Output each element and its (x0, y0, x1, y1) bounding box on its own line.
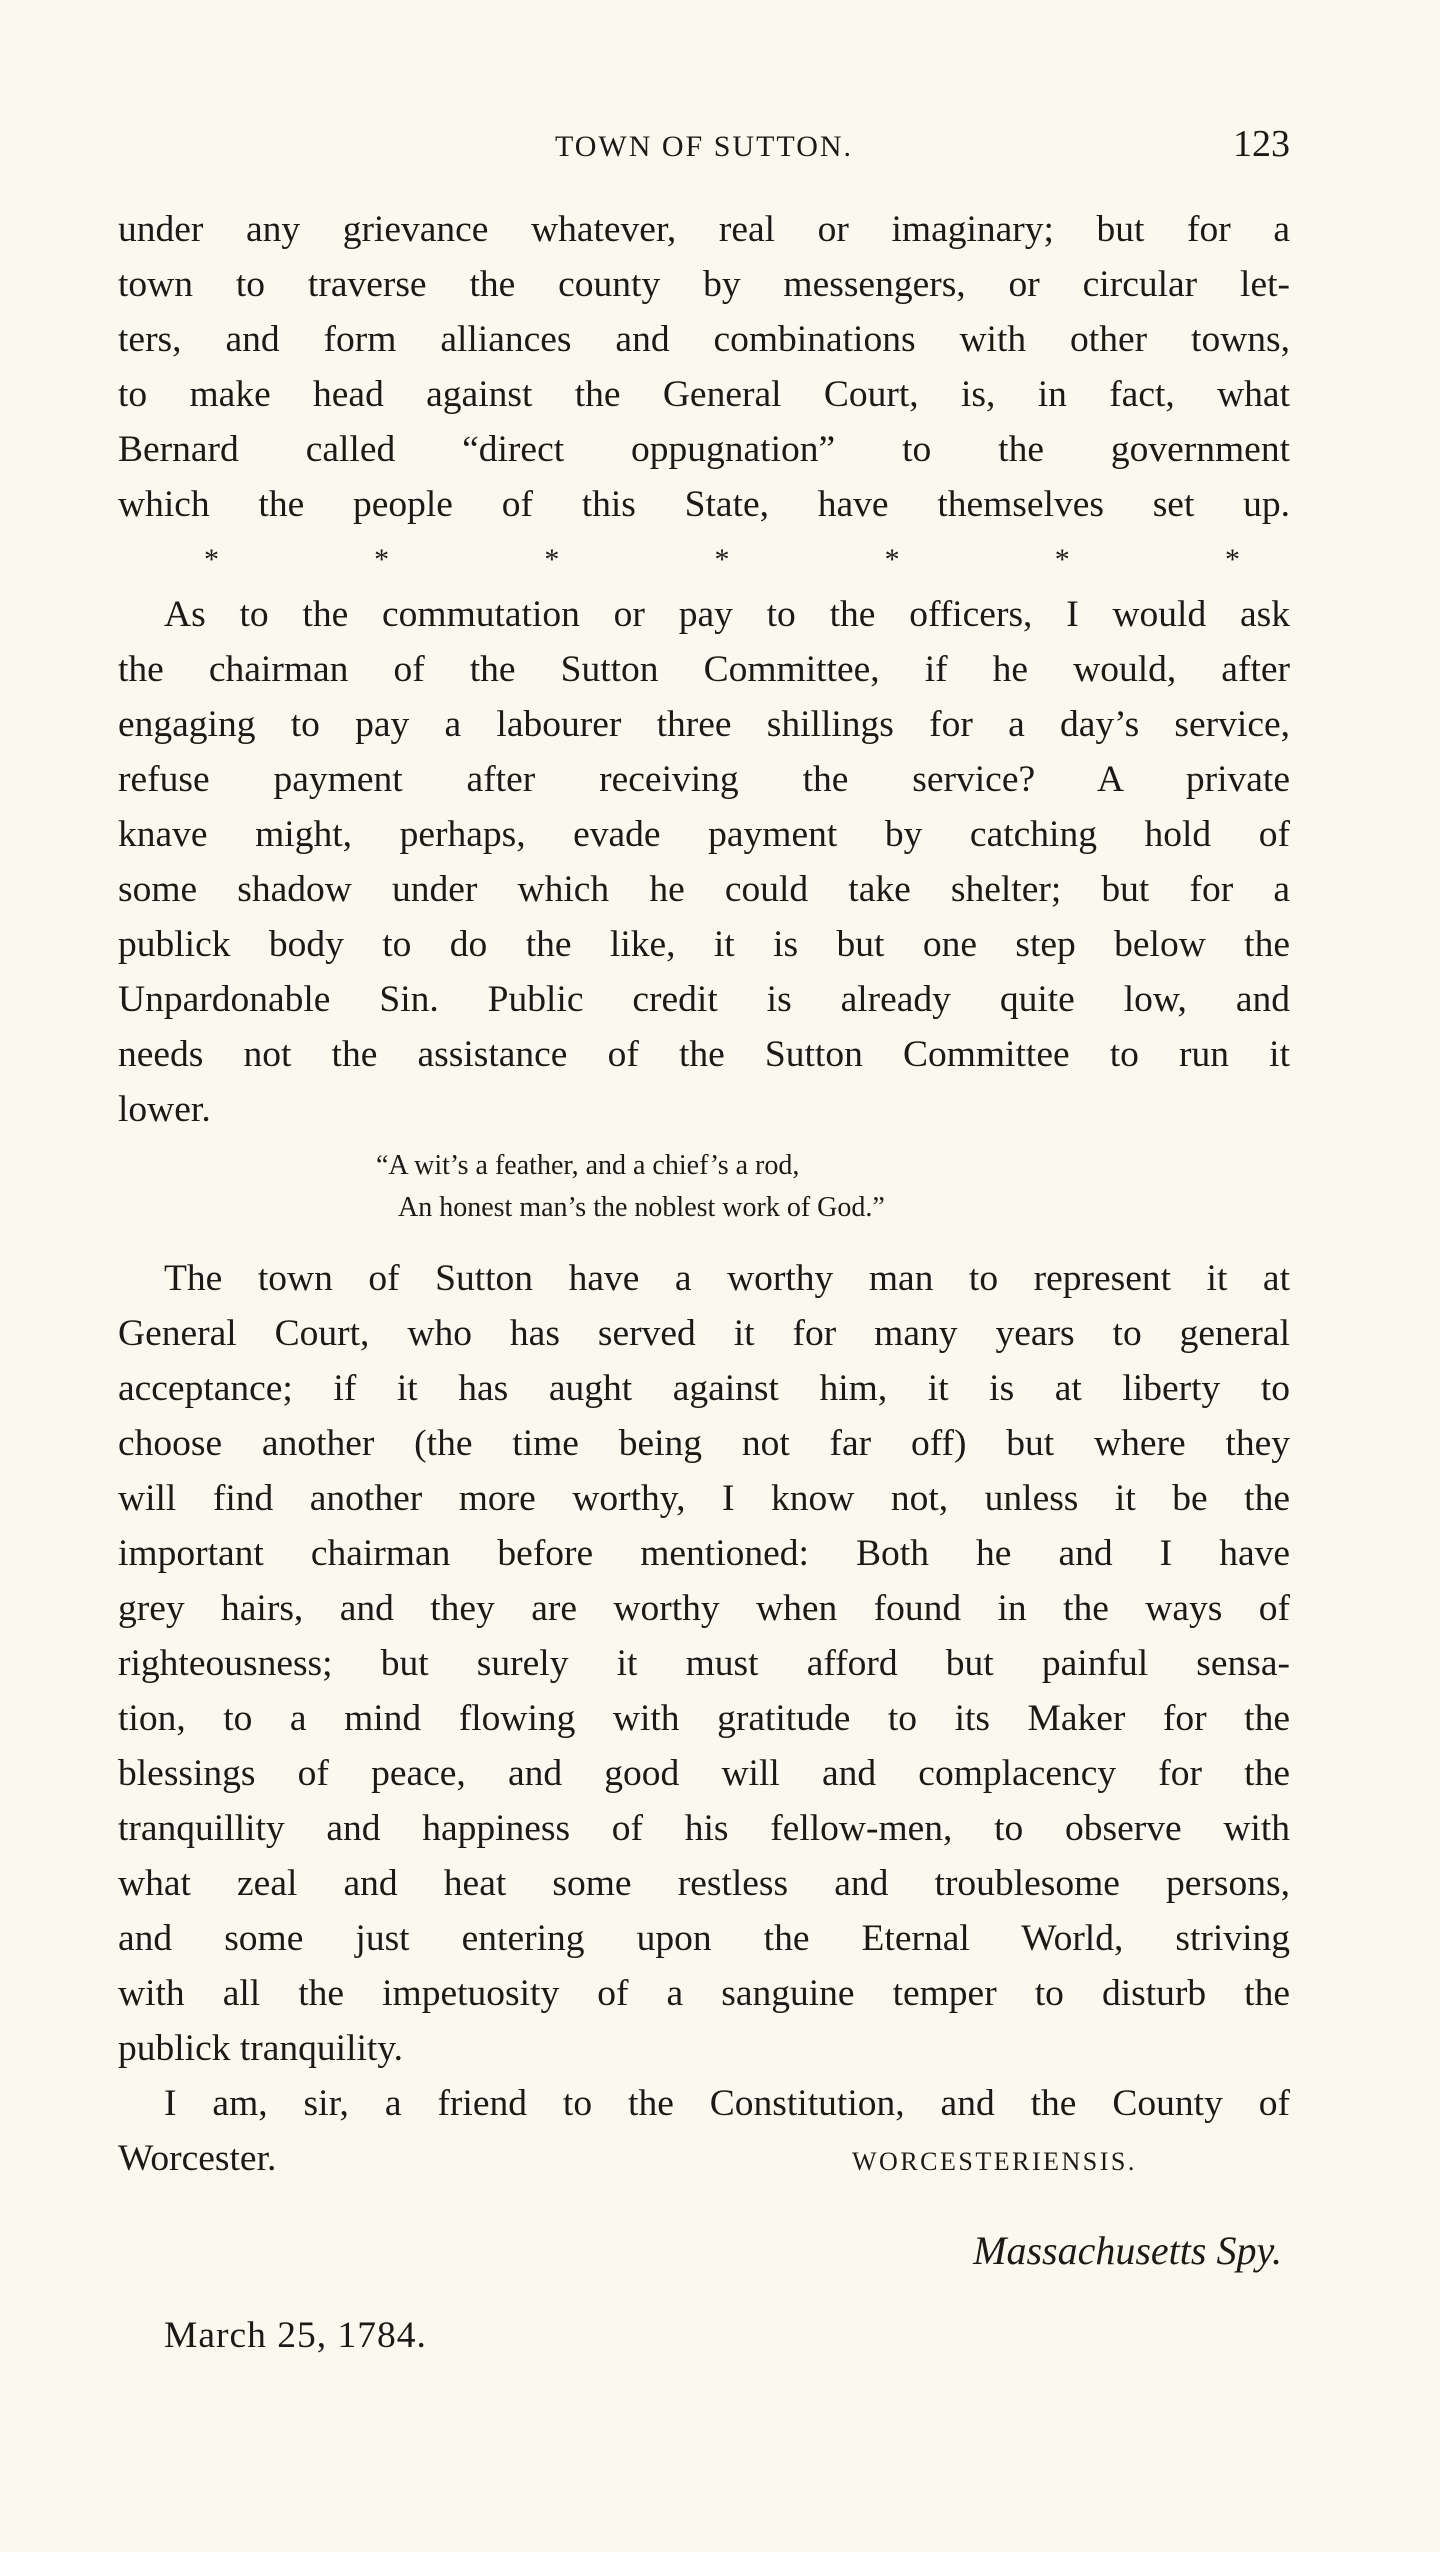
text-line: Unpardonable Sin. Public credit is already quite low, and (118, 979, 1290, 1020)
asterisk: * (544, 543, 560, 576)
text-line: which the people of this State, have themselves set up. (118, 484, 1290, 525)
text-line: knave might, perhaps, evade payment by catching hold of (118, 814, 1290, 855)
running-head (118, 122, 1290, 172)
text-line: tranquillity and happiness of his fellow-men, to observe with (118, 1808, 1290, 1849)
running-title: TOWN OF SUTTON. (554, 130, 854, 163)
asterisk: * (1054, 543, 1070, 576)
signature: WORCESTERIENSIS. (852, 2147, 1137, 2176)
verse-line: “A wit’s a feather, and a chief’s a rod, (376, 1150, 800, 1181)
verse-line: An honest man’s the noblest work of God.” (398, 1192, 885, 1223)
source-attribution: Massachusetts Spy. (973, 2228, 1282, 2273)
text-line: blessings of peace, and good will and complacency for the (118, 1753, 1290, 1794)
text-line: to make head against the General Court, is, in fact, what (118, 374, 1290, 415)
text-line: under any grievance whatever, real or imaginary; but for a (118, 209, 1290, 250)
asterisk: * (1224, 543, 1240, 576)
closing (118, 2076, 1290, 2363)
text-line: what zeal and heat some restless and troublesome persons, (118, 1863, 1290, 1904)
text-line: The town of Sutton have a worthy man to represent it at (164, 1258, 1290, 1299)
text-line: choose another (the time being not far off) but where they (118, 1423, 1290, 1464)
text-line: refuse payment after receiving the service? A private (118, 759, 1290, 800)
paragraph-1 (118, 202, 1290, 532)
page-number: 123 (1233, 123, 1290, 165)
text-line: righteousness; but surely it must afford but painful sensa- (118, 1643, 1290, 1684)
paragraph-3 (118, 1251, 1290, 2076)
asterisk: * (204, 543, 219, 576)
text-line: As to the commutation or pay to the officers, I would ask (164, 594, 1290, 635)
verse-quotation (118, 1145, 1290, 1229)
text-line: tion, to a mind flowing with gratitude to its Maker for the (118, 1698, 1290, 1739)
body-text (118, 202, 1290, 2363)
text-line: grey hairs, and they are worthy when found in the ways of (118, 1588, 1290, 1629)
text-line: Bernard called “direct oppugnation” to the government (118, 429, 1290, 470)
asterisk: * (884, 543, 900, 576)
text-line: with all the impetuosity of a sanguine temper to disturb the (118, 1973, 1290, 2014)
closing-line: I am, sir, a friend to the Constitution, and the County of (164, 2083, 1290, 2124)
text-line: some shadow under which he could take shelter; but for a (118, 869, 1290, 910)
text-line: town to traverse the county by messengers, or circular let- (118, 264, 1290, 305)
text-line: engaging to pay a labourer three shillings for a day’s service, (118, 704, 1290, 745)
asterisk: * (714, 543, 730, 576)
text-line: ters, and form alliances and combinations with other towns, (118, 319, 1290, 360)
signature-line (118, 2131, 1290, 2186)
asterisk-separator (204, 532, 1240, 587)
text-line: will find another more worthy, I know not, unless it be the (118, 1478, 1290, 1519)
text-line: General Court, who has served it for many years to general (118, 1313, 1290, 1354)
text-line: and some just entering upon the Eternal World, striving (118, 1918, 1290, 1959)
text-line: the chairman of the Sutton Committee, if he would, after (118, 649, 1290, 690)
asterisk: * (374, 543, 390, 576)
text-line: lower. (118, 1089, 211, 1130)
text-line: publick body to do the like, it is but one step below the (118, 924, 1290, 965)
closing-line-end: Worcester. (118, 2138, 277, 2179)
paragraph-2 (118, 587, 1290, 1137)
dateline: March 25, 1784. (164, 2315, 427, 2356)
text-line: needs not the assistance of the Sutton Committee to run it (118, 1034, 1290, 1075)
text-line: acceptance; if it has aught against him, it is at liberty to (118, 1368, 1290, 1409)
text-line: important chairman before mentioned: Both he and I have (118, 1533, 1290, 1574)
text-line: publick tranquility. (118, 2028, 404, 2069)
